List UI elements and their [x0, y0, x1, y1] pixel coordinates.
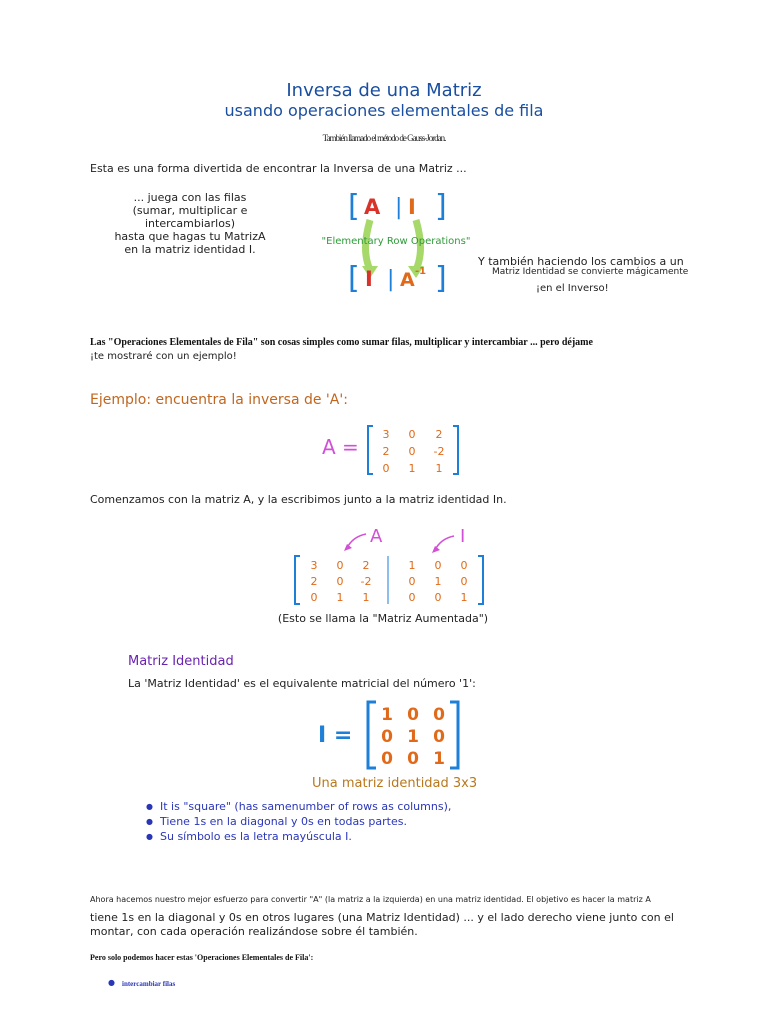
bracket-top-right: ] [435, 189, 447, 224]
divider-bottom: | [387, 267, 395, 292]
identity-cell: 0 [407, 705, 419, 725]
augmented-left-cell: -2 [360, 575, 372, 588]
diagram-bottom-a: A [400, 269, 415, 291]
augmented-right-cell: 0 [408, 575, 416, 588]
augmented-left-cell: 0 [336, 575, 344, 588]
matrix-a-label: A = [322, 435, 359, 459]
augmented-bracket-left [295, 556, 300, 604]
identity-cell: 1 [433, 749, 445, 769]
page-title: Inversa de una Matriz [286, 80, 482, 101]
bracket-bottom-right: ] [435, 261, 447, 294]
matrix-a-cell: 1 [408, 462, 416, 475]
identity-cell: 0 [433, 727, 445, 747]
ops-text-line-1: Las "Operaciones Elementales de Fila" son cosas simples como sumar filas, multiplicar y intercambiar ... pero déjame [90, 337, 593, 348]
matrix-a-cell: 0 [408, 445, 416, 458]
only-text: Pero solo podemos hacer estas 'Operaciones Elementales de Fila': [90, 953, 314, 962]
left-text-line-1: ... juega con las filas [133, 191, 247, 204]
left-text-line-2: (sumar, multiplicar e intercambiarlos) [132, 204, 248, 230]
matrix-a-cell: 1 [435, 462, 443, 475]
arrow-to-i-head [432, 546, 440, 553]
augmented-right-cell: 0 [434, 559, 442, 572]
arrow-to-a-head [344, 544, 352, 551]
arrow-to-a [347, 534, 366, 548]
bracket-top-left: [ [348, 189, 360, 224]
diagram-top-i: I [408, 195, 416, 219]
augmented-left-cell: 0 [310, 591, 318, 604]
now-text-line-3: montar, con cada operación realizándose sobre él también. [90, 925, 418, 938]
matrix-a-cell: 0 [408, 428, 416, 441]
identity-property: ● It is "square" (has samenumber of rows as columns), [146, 799, 451, 814]
example-heading: Ejemplo: encuentra la inversa de 'A': [90, 392, 348, 408]
bracket-bottom-left: [ [348, 261, 360, 294]
matrix-a-cell: 0 [382, 462, 390, 475]
identity-matrix [314, 698, 466, 772]
identity-bracket-right [450, 702, 458, 768]
augmented-bracket-right [478, 556, 483, 604]
augmented-left-cell: 0 [336, 559, 344, 572]
augmented-right-cell: 0 [408, 591, 416, 604]
right-text-line-3: ¡en el Inverso! [536, 283, 609, 294]
augmented-right-cell: 0 [460, 559, 468, 572]
identity-cell: 0 [407, 749, 419, 769]
identity-label: I = [318, 723, 353, 748]
start-text: Comenzamos con la matriz A, y la escribimos junto a la matriz identidad In. [90, 493, 507, 506]
augmented-label-a: A [370, 526, 383, 547]
right-text-line-1: Y también haciendo los cambios a un [478, 255, 684, 268]
augmented-right-cell: 1 [460, 591, 468, 604]
identity-heading: Matriz Identidad [128, 654, 234, 669]
identity-cell: 1 [407, 727, 419, 747]
augmented-right-cell: 0 [434, 591, 442, 604]
augmented-left-cell: 3 [310, 559, 318, 572]
identity-caption: Una matriz identidad 3x3 [312, 776, 478, 791]
left-text-line-3: hasta que hagas tu MatrizA [114, 230, 266, 243]
diagram-bottom-exp: -1 [415, 266, 427, 277]
identity-properties-list [146, 799, 451, 844]
arrow-to-i [435, 536, 454, 550]
divider-top: | [395, 195, 403, 220]
now-text-line-1: Ahora hacemos nuestro mejor esfuerzo para convertir "A" (la matriz a la izquierda) en una matriz identidad. El objetivo es hacer la matriz A [90, 895, 651, 904]
augmented-right-cell: 0 [460, 575, 468, 588]
augmented-label-i: I [460, 526, 466, 547]
augmented-right-cell: 1 [408, 559, 416, 572]
identity-text: La 'Matriz Identidad' es el equivalente matricial del número '1': [128, 677, 476, 690]
augmented-left-cell: 2 [310, 575, 318, 588]
augmented-left-cell: 2 [362, 559, 370, 572]
left-text-line-4: en la matriz identidad I. [124, 243, 256, 256]
matrix-a-cell: -2 [433, 445, 445, 458]
matrix-a-bracket-left [368, 426, 373, 474]
augmented-matrix [290, 520, 490, 608]
augmented-left-cell: 1 [336, 591, 344, 604]
augmented-caption: (Esto se llama la "Matriz Aumentada") [277, 612, 489, 625]
row-operations-diagram [320, 186, 470, 294]
identity-cell: 1 [381, 705, 393, 725]
matrix-a-cell: 2 [382, 445, 390, 458]
matrix-a-bracket-right [453, 426, 458, 474]
diagram-bottom-i: I [365, 267, 373, 291]
intro-text: Esta es una forma divertida de encontrar la Inversa de una Matriz ... [90, 162, 467, 175]
identity-property: ● Su símbolo es la letra mayúscula I. [146, 829, 451, 844]
right-text-line-2: Matriz Identidad se convierte mágicamente [492, 267, 689, 277]
left-explanation [90, 191, 290, 256]
identity-cell: 0 [381, 727, 393, 747]
now-text-line-2: tiene 1s en la diagonal y 0s en otros lugares (una Matriz Identidad) ... y el lado derecho viene junto con el [90, 911, 674, 924]
diagram-label: "Elementary Row Operations" [321, 236, 470, 247]
matrix-a-cell: 2 [435, 428, 443, 441]
page-subtitle: usando operaciones elementales de fila [224, 101, 544, 120]
identity-cell: 0 [381, 749, 393, 769]
also-called-note: También llamado el método de Gauss-Jordan. [322, 133, 446, 143]
identity-bracket-left [368, 702, 376, 768]
augmented-right-cell: 1 [434, 575, 442, 588]
diagram-top-a: A [364, 195, 381, 219]
matrix-a [318, 422, 468, 478]
augmented-left-cell: 1 [362, 591, 370, 604]
identity-cell: 0 [433, 705, 445, 725]
matrix-a-cell: 3 [382, 428, 390, 441]
ops-text-line-2: ¡te mostraré con un ejemplo! [90, 351, 237, 362]
bullet-dot: ● [108, 978, 115, 987]
last-bullet: intercambiar filas [122, 980, 176, 988]
identity-property: ● Tiene 1s en la diagonal y 0s en todas partes. [146, 814, 451, 829]
